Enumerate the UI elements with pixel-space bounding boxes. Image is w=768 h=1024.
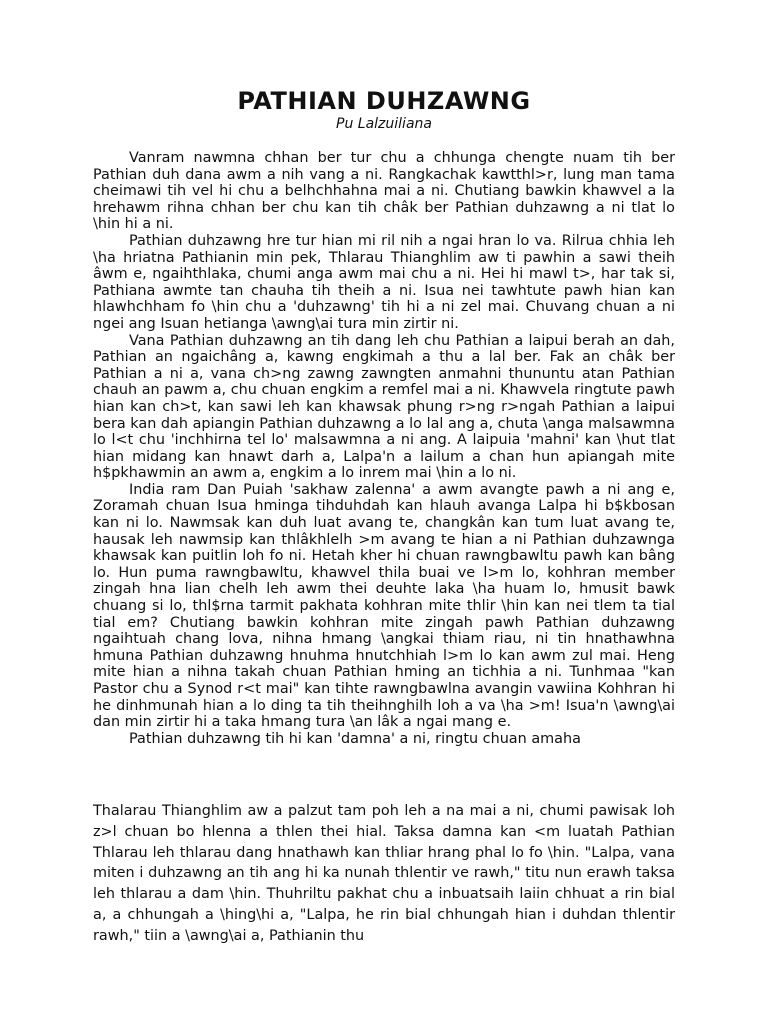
document-title: PATHIAN DUHZAWNG	[237, 87, 531, 115]
paragraph: Vanram nawmna chhan ber tur chu a chhunga chengte nuam tih ber Pathian duh dana awm a nih vang a ni. Rangkachak kawtthl>r, lung man tama cheimawi tih vel hi chu a belhchhahna mai a ni. Chutiang bawkin khawvel a la hrehawm rihna chhan ber chu kan tih châk ber Pathian duhzawng a ni tlat lo \hin hi a ni.	[93, 150, 675, 233]
paragraph: Pathian duhzawng tih hi kan 'damna' a ni, ringtu chuan amaha	[129, 730, 581, 747]
paragraph-continuation: Thalarau Thianghlim aw a palzut tam poh leh a na mai a ni, chumi pawisak loh z>l chuan bo hlenna a thlen thei hial. Taksa damna kan <m luatah Pathian Thlarau leh thlarau dang hnathawh kan thliar hrang phal lo fo \hin. "Lalpa, vana miten i duhzawng an tih ang hi ka nunah thlentir ve rawh," titu nun erawh taksa leh thlarau a dam \hin. Thuhriltu pakhat chu a inbuatsaih laiin chhuat a rin bial a, a chhungah a \hing\hi a, "Lalpa, he rin bial chhungah hian i duhdan thlentir rawh," tiin a \awng\ai a, Pathianin thu	[93, 803, 675, 944]
document-tail-text	[93, 801, 675, 947]
document-body	[93, 150, 675, 747]
document-author: Pu Lalzuiliana	[336, 116, 432, 132]
paragraph: India ram Dan Puiah 'sakhaw zalenna' a awm avangte pawh a ni ang e, Zoramah chuan Isua hminga tihduhdah kan hlauh avanga Lalpa hi b$kbosan kan ni lo. Nawmsak kan duh luat avang te, changkân kan tum luat avang te, hausak leh nawmsip kan thlâkhlelh >m avang te hian a ni Pathian duhzawnga khawsak kan puitlin loh fo ni. Hetah kher hi chuan rawngbawltu pawh kan bâng lo. Hun puma rawngbawltu, khawvel thila buai ve l>m lo, kohhran member zingah hna lian chelh leh awm thei deuhte laka \ha huam lo, hmusit bawk chuang si lo, thl$rna tarmit pakhata kohhran mite thlir \hin kan nei tlem ta tial tial em? Chutiang bawkin kohhran mite zingah pawh Pathian duhzawng ngaihtuah chang lova, nihna hmang \angkai thiam riau, ni tin hnathawhna hmuna Pathian duhzawng hnuhma hnutchhiah l>m lo kan awm zul mai. Heng mite hian a nihna takah chuan Pathian hming an tichhia a ni. Tunhmaa "kan Pastor chu a Synod r<t mai" kan tihte rawngbawlna avangin vawiina Kohhran hi he dinhmunah hian a lo ding ta tih theihnghilh loh a va \ha >m! Isua'n \awng\ai dan min zirtir hi a taka hmang tura \an lâk a ngai mang e.	[93, 481, 675, 731]
paragraph: Vana Pathian duhzawng an tih dang leh chu Pathian a laipui berah an dah, Pathian an ngaichâng a, kawng engkimah a thu a lal ber. Fak an châk ber Pathian a ni a, vana ch>ng zawng zawngten anmahni thununtu atan Pathian chauh an pawm a, chu chuan engkim a remfel mai a ni. Khawvela ringtute pawh hian kan ch>t, kan sawi leh kan khawsak phung r>ng r>ngah Pathian a laipui bera kan dah apiangin Pathian duhzawng a lo lal ang a, chuta \anga malsawmna lo l<t chu 'inchhirna tel lo' malsawmna a ni ang. A laipuia 'mahni' kan \hut tlat hian midang kan hnawt darh a, Lalpa'n a lailum a chan hun apiangah mite h$pkhawmin an awm a, engkim a lo inrem mai \hin a lo ni.	[93, 332, 675, 482]
paragraph: Pathian duhzawng hre tur hian mi ril nih a ngai hran lo va. Rilrua chhia leh \ha hriatna Pathianin min pek, Thlarau Thianghlim aw ti pawhin a sawi theih âwm e, ngaihthlaka, chumi anga awm mai chu a ni. Hei hi mawl t>, har tak si, Pathiana awmte tan chauha tih theih a ni. Isua nei tawhtute pawh hian kan hlawhchham fo \hin chu a 'duhzawng' tih hi a ni zel mai. Chuvang chuan a ni ngei ang Isuan hetianga \awng\ai tura min zirtir ni.	[93, 232, 675, 332]
